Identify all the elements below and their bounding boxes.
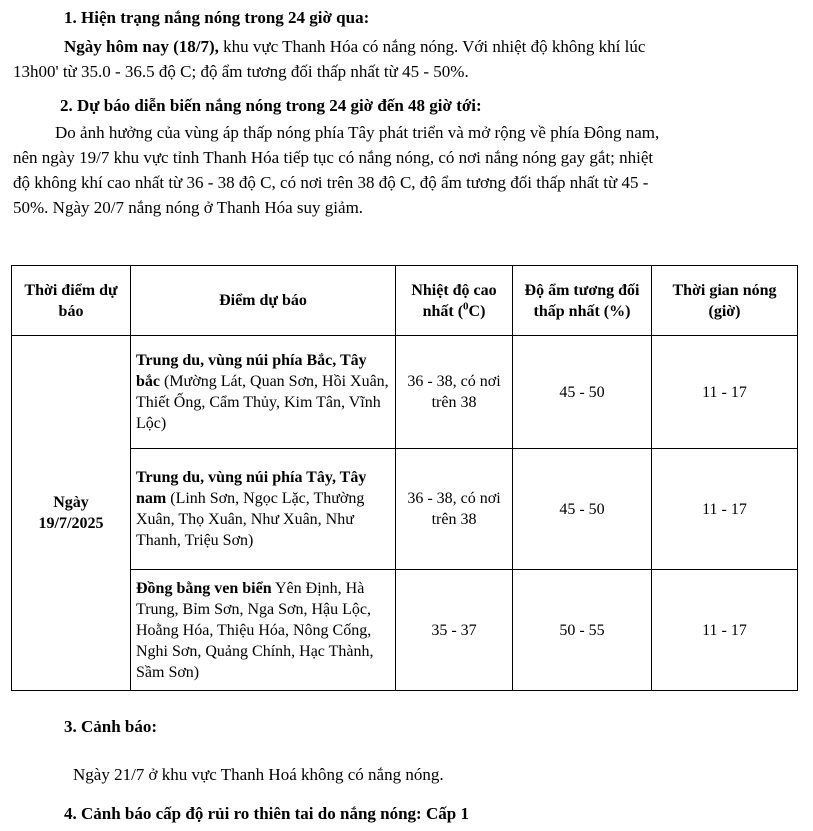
location-cell <box>131 570 396 691</box>
section-2-line-4: 50%. Ngày 20/7 nắng nóng ở Thanh Hóa suy giảm. <box>13 198 364 217</box>
header-time: Thời điểm dự báo <box>12 266 131 336</box>
header-temperature <box>396 266 513 336</box>
duration-cell: 11 - 17 <box>652 449 798 570</box>
section-2-line-1: Do ảnh hưởng của vùng áp thấp nóng phía Tây phát triển và mở rộng về phía Đông nam, <box>55 123 660 142</box>
section-1-bold-lead: Ngày hôm nay (18/7), <box>64 37 219 56</box>
table-row <box>12 336 798 449</box>
section-2-heading: 2. Dự báo diễn biến nắng nóng trong 24 giờ đến 48 giờ tới: <box>60 96 482 115</box>
region-places: Yên Định, Hà Trung, Bỉm Sơn, Nga Sơn, Hậu Lộc, Hoằng Hóa, Thiệu Hóa, Nông Cống, Nghi Sơn, Quảng Chính, Hạc Thành, Sầm Sơn) <box>136 579 374 681</box>
temperature-cell: 36 - 38, có nơi trên 38 <box>396 449 513 570</box>
humidity-cell: 45 - 50 <box>513 449 652 570</box>
region-name: Trung du, vùng núi phía Tây, Tây nam <box>136 469 367 507</box>
region-places: (Linh Sơn, Ngọc Lặc, Thường Xuân, Thọ Xuân, Như Xuân, Như Thanh, Triệu Sơn) <box>136 490 365 549</box>
section-2-line-3: độ không khí cao nhất từ 36 - 38 độ C, có nơi trên 38 độ C, độ ẩm tương đối thấp nhất từ 45 - <box>13 173 649 192</box>
duration-cell: 11 - 17 <box>652 570 798 691</box>
header-temperature-text: Nhiệt độ cao nhất ( <box>411 281 497 320</box>
temperature-cell: 36 - 38, có nơi trên 38 <box>396 336 513 449</box>
location-cell <box>131 449 396 570</box>
forecast-date-value: 19/7/2025 <box>38 515 104 532</box>
location-cell <box>131 336 396 449</box>
region-name: Trung du, vùng núi phía Bắc, Tây bắc <box>136 352 367 390</box>
region-name: Đồng bằng ven biển <box>136 579 272 597</box>
section-3-text: Ngày 21/7 ở khu vực Thanh Hoá không có nắng nóng. <box>73 765 444 784</box>
header-duration: Thời gian nóng (giờ) <box>652 266 798 336</box>
header-location: Điểm dự báo <box>131 266 396 336</box>
section-1-line-1-rest: khu vực Thanh Hóa có nắng nóng. Với nhiệt độ không khí lúc <box>218 37 646 56</box>
temperature-cell: 35 - 37 <box>396 570 513 691</box>
table-header-row <box>12 266 798 336</box>
section-1-line-2: 13h00' từ 35.0 - 36.5 độ C; độ ẩm tương đối thấp nhất từ 45 - 50%. <box>13 62 469 81</box>
forecast-table <box>11 265 798 691</box>
humidity-cell: 45 - 50 <box>513 336 652 449</box>
header-temperature-degree: 0 <box>463 300 469 313</box>
header-humidity: Độ ẩm tương đối thấp nhất (%) <box>513 266 652 336</box>
forecast-date-cell <box>12 336 131 691</box>
section-4-heading: 4. Cảnh báo cấp độ rủi ro thiên tai do nắng nóng: Cấp 1 <box>64 804 469 823</box>
section-1-line-1 <box>64 36 645 58</box>
header-temperature-unit: C) <box>468 302 486 320</box>
section-1-heading: 1. Hiện trạng nắng nóng trong 24 giờ qua: <box>64 8 370 27</box>
duration-cell: 11 - 17 <box>652 336 798 449</box>
section-3-heading: 3. Cảnh báo: <box>64 717 158 736</box>
humidity-cell: 50 - 55 <box>513 570 652 691</box>
region-places: (Mường Lát, Quan Sơn, Hồi Xuân, Thiết Ống, Cẩm Thủy, Kim Tân, Vĩnh Lộc) <box>136 373 389 432</box>
section-2-line-2: nên ngày 19/7 khu vực tỉnh Thanh Hóa tiếp tục có nắng nóng, có nơi nắng nóng gay gắt; nhiệt <box>13 148 654 167</box>
forecast-date-label: Ngày <box>53 494 89 511</box>
